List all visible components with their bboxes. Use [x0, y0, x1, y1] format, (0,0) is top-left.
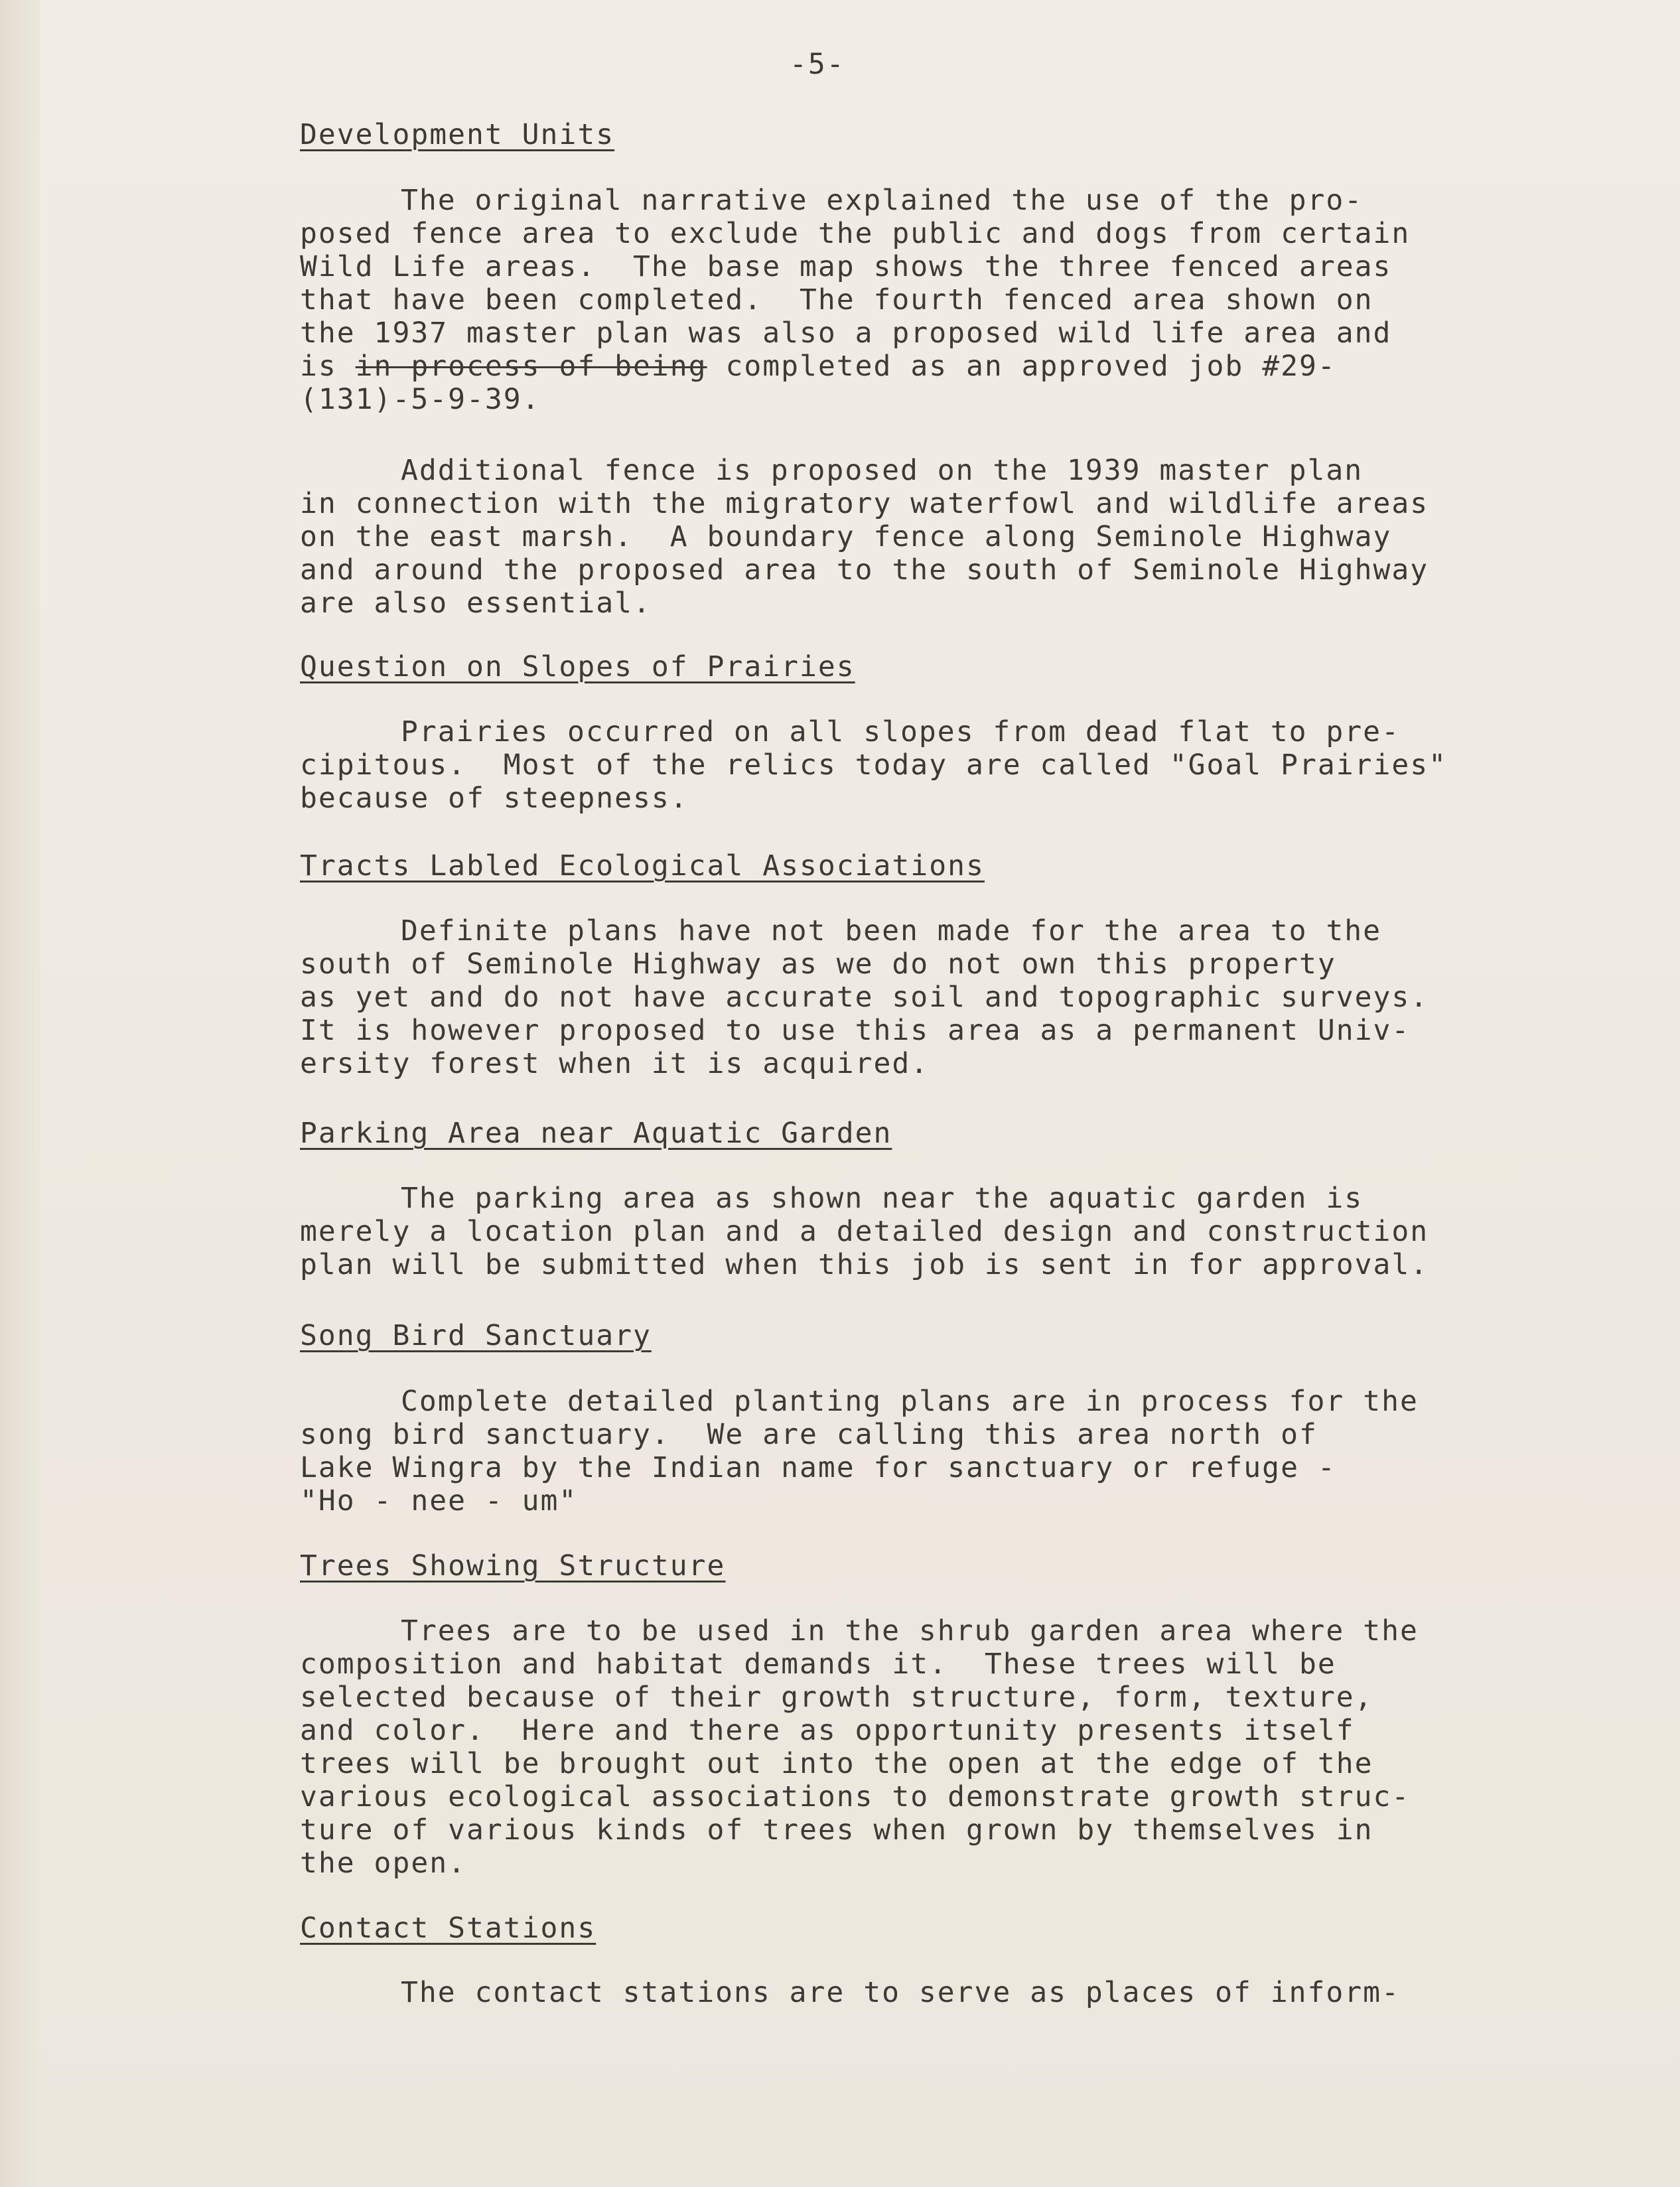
heading-tracts-ecological: Tracts Labled Ecological Associations — [300, 849, 985, 882]
text-line: because of steepness. — [300, 782, 689, 815]
text-line: south of Seminole Highway as we do not own this property — [300, 948, 1336, 981]
paragraph-development-units-1 — [300, 184, 1561, 416]
text-line: are also essential. — [300, 587, 652, 620]
text-line: Trees are to be used in the shrub garden area where the — [401, 1614, 1419, 1648]
text-line — [300, 350, 1561, 383]
text-line: merely a location plan and a detailed design and construction — [300, 1215, 1429, 1248]
paragraph-question-on-slopes — [300, 715, 1561, 815]
text-line: Additional fence is proposed on the 1939 master plan — [401, 454, 1364, 487]
text-line: Complete detailed planting plans are in process for the — [401, 1385, 1419, 1418]
text-line: selected because of their growth structure, form, texture, — [300, 1681, 1373, 1714]
text-line: the 1937 master plan was also a proposed wild life area and — [300, 317, 1392, 350]
text-line: posed fence area to exclude the public and dogs from certain — [300, 217, 1411, 250]
heading-development-units: Development Units — [300, 118, 615, 151]
text-line: Wild Life areas. The base map shows the three fenced areas — [300, 250, 1392, 283]
text-line: trees will be brought out into the open at the edge of the — [300, 1747, 1373, 1780]
text-line: Prairies occurred on all slopes from dead flat to pre- — [401, 715, 1400, 748]
paragraph-song-bird-sanctuary — [300, 1385, 1561, 1517]
heading-parking-area: Parking Area near Aquatic Garden — [300, 1117, 892, 1150]
heading-contact-stations: Contact Stations — [300, 1912, 596, 1945]
paragraph-tracts-ecological — [300, 914, 1561, 1080]
text-line: on the east marsh. A boundary fence along Seminole Highway — [300, 520, 1392, 553]
text-line: The parking area as shown near the aquatic garden is — [401, 1182, 1364, 1215]
page-edge-shadow — [0, 0, 40, 2187]
text-line: the open. — [300, 1847, 466, 1880]
text-line: as yet and do not have accurate soil and topographic surveys. — [300, 981, 1429, 1014]
paragraph-development-units-2 — [300, 454, 1561, 620]
text-fragment: is — [300, 350, 356, 383]
text-line: Lake Wingra by the Indian name for sanctuary or refuge - — [300, 1451, 1336, 1484]
text-line: and around the proposed area to the south of Seminole Highway — [300, 553, 1429, 587]
heading-trees-showing-structure: Trees Showing Structure — [300, 1549, 726, 1583]
text-line: "Ho - nee - um" — [300, 1484, 578, 1517]
text-line: composition and habitat demands it. These trees will be — [300, 1648, 1336, 1681]
text-line: ture of various kinds of trees when grown by themselves in — [300, 1813, 1373, 1847]
paragraph-trees-showing-structure — [300, 1614, 1561, 1880]
text-line: The contact stations are to serve as places of inform- — [401, 1976, 1400, 2009]
text-line: and color. Here and there as opportunity presents itself — [300, 1714, 1355, 1747]
text-line: song bird sanctuary. We are calling this area north of — [300, 1418, 1318, 1451]
heading-question-on-slopes: Question on Slopes of Prairies — [300, 650, 855, 683]
text-line: that have been completed. The fourth fenced area shown on — [300, 283, 1373, 317]
struck-through-text: in process of being — [355, 350, 707, 383]
text-line: ersity forest when it is acquired. — [300, 1047, 930, 1080]
text-line: The original narrative explained the use of the pro- — [401, 184, 1364, 217]
text-line: It is however proposed to use this area as a permanent Univ- — [300, 1014, 1411, 1047]
text-fragment: completed as an approved job #29- — [707, 350, 1336, 383]
text-line: cipitous. Most of the relics today are called "Goal Prairies" — [300, 748, 1448, 782]
text-line: various ecological associations to demonstrate growth struc- — [300, 1780, 1411, 1813]
text-line: Definite plans have not been made for the area to the — [401, 914, 1382, 948]
page-number: -5- — [790, 48, 845, 81]
paragraph-contact-stations — [300, 1976, 1561, 2009]
text-line: plan will be submitted when this job is sent in for approval. — [300, 1248, 1429, 1281]
text-line: (131)-5-9-39. — [300, 383, 541, 416]
text-line: in connection with the migratory waterfowl and wildlife areas — [300, 487, 1429, 520]
paragraph-parking-area — [300, 1182, 1561, 1281]
heading-song-bird-sanctuary: Song Bird Sanctuary — [300, 1319, 652, 1352]
